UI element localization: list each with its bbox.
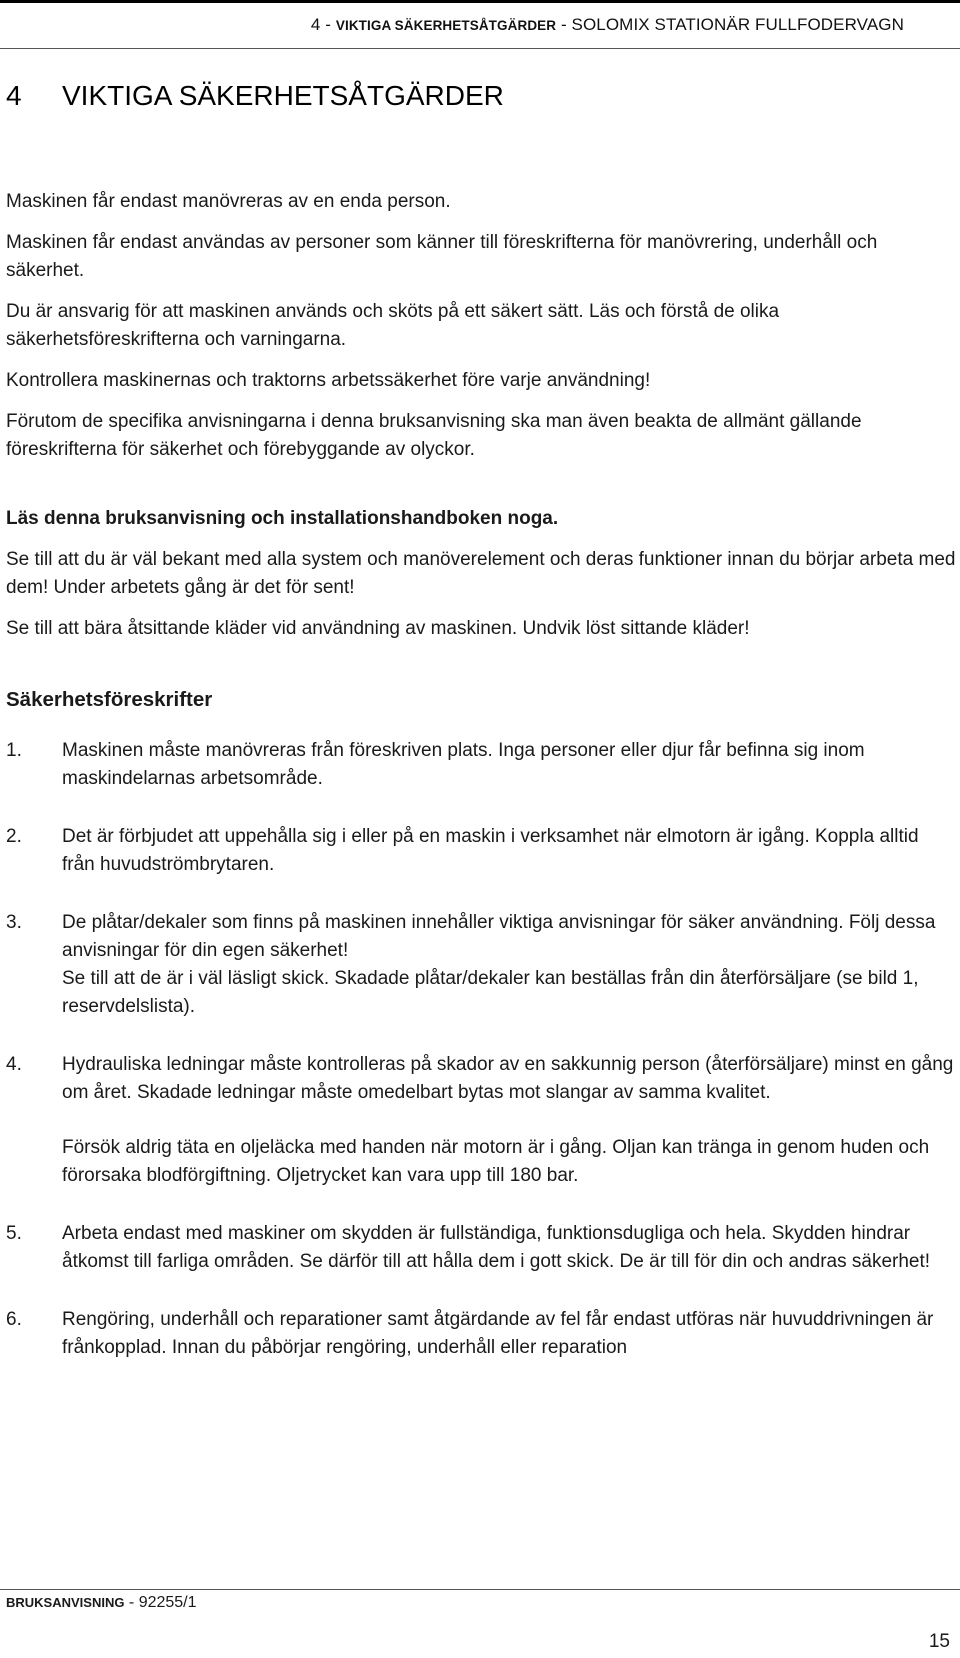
item-text-continued: Se till att de är i väl läsligt skick. Skadade plåtar/dekaler kan beställas från din återförsäljare (se bild 1, reservdelslista). bbox=[62, 968, 919, 1017]
item-number: 1. bbox=[6, 740, 22, 761]
item-number: 2. bbox=[6, 826, 22, 847]
title-text: VIKTIGA SÄKERHETSÅTGÄRDER bbox=[62, 80, 504, 111]
intro-paragraph: Du är ansvarig för att maskinen används och sköts på ett säkert sätt. Läs och förstå de olika säkerhetsföreskrifterna och varningarna. bbox=[6, 301, 780, 350]
body-content bbox=[6, 188, 956, 1392]
footer-manual-ref bbox=[6, 1594, 197, 1612]
item-number: 3. bbox=[6, 912, 22, 933]
page-number: 15 bbox=[928, 1631, 950, 1652]
item-number: 4. bbox=[6, 1054, 22, 1075]
intro-paragraph: Maskinen får endast användas av personer som känner till föreskrifterna för manövrering, underhåll och säkerhet. bbox=[6, 232, 878, 281]
list-item bbox=[6, 823, 956, 879]
list-item bbox=[6, 1306, 956, 1362]
item-subparagraph: Försök aldrig täta en oljeläcka med handen när motorn är i gång. Oljan kan tränga in genom huden och förorsaka blodförgiftning. Oljetrycket kan vara upp till 180 bar. bbox=[62, 1137, 930, 1186]
title-number: 4 bbox=[6, 80, 22, 111]
item-text: Hydrauliska ledningar måste kontrolleras på skador av en sakkunnig person (återförsäljare) minst en gång om året. Skadade ledningar måste omedelbart bytas mot slangar av samma kvalitet. bbox=[62, 1054, 954, 1103]
top-rule bbox=[0, 0, 960, 3]
read-notice: Läs denna bruksanvisning och installationshandboken noga. bbox=[6, 508, 559, 529]
list-item bbox=[6, 1051, 956, 1190]
safety-list bbox=[6, 737, 956, 1362]
note-paragraph: Se till att bära åtsittande kläder vid användning av maskinen. Undvik löst sittande kläder! bbox=[6, 618, 750, 639]
item-text: Maskinen måste manövreras från föreskriven plats. Inga personer eller djur får befinna sig inom maskindelarnas arbetsområde. bbox=[62, 740, 865, 789]
header-separator: - bbox=[556, 15, 572, 34]
list-item bbox=[6, 909, 956, 1021]
note-paragraph: Se till att du är väl bekant med alla system och manöverelement och deras funktioner innan du börjar arbeta med dem! Under arbetets gång är det för sent! bbox=[6, 549, 956, 598]
list-item bbox=[6, 1220, 956, 1276]
item-text: Det är förbjudet att uppehålla sig i eller på en maskin i verksamhet när elmotorn är igång. Koppla alltid från huvudströmbrytaren. bbox=[62, 826, 919, 875]
item-text: Arbeta endast med maskiner om skydden är fullständiga, funktionsdugliga och hela. Skydden hindrar åtkomst till farliga områden. Se därför till att hålla dem i gott skick. De är till för din och andras säkerhet! bbox=[62, 1223, 931, 1272]
intro-paragraph: Maskinen får endast manövreras av en enda person. bbox=[6, 191, 451, 212]
header-chapter-num: 4 bbox=[310, 15, 321, 34]
intro-paragraph: Förutom de specifika anvisningarna i denna bruksanvisning ska man även beakta de allmänt gällande föreskrifterna för säkerhet och förebyggande av olyckor. bbox=[6, 411, 862, 460]
running-header bbox=[311, 15, 904, 35]
item-number: 6. bbox=[6, 1309, 22, 1330]
page-title bbox=[6, 80, 504, 112]
footer-rule bbox=[0, 1589, 960, 1590]
item-text: De plåtar/dekaler som finns på maskinen innehåller viktiga anvisningar för säker användning. Följ dessa anvisningar för din egen säkerhet! bbox=[62, 912, 936, 961]
intro-paragraph: Kontrollera maskinernas och traktorns arbetssäkerhet före varje användning! bbox=[6, 370, 651, 391]
item-number: 5. bbox=[6, 1223, 22, 1244]
footer-manual-label: BRUKSANVISNING bbox=[6, 1595, 125, 1610]
footer-code: 92255/1 bbox=[138, 1594, 197, 1611]
header-rule bbox=[0, 48, 960, 49]
list-item bbox=[6, 737, 956, 793]
header-separator: - bbox=[320, 15, 336, 34]
section-title: Säkerhetsföreskrifter bbox=[6, 688, 213, 711]
header-product: SOLOMIX STATIONÄR FULLFODERVAGN bbox=[571, 15, 904, 34]
item-text: Rengöring, underhåll och reparationer samt åtgärdande av fel får endast utföras när huvuddrivningen är frånkopplad. Innan du påbörjar rengöring, underhåll eller reparation bbox=[62, 1309, 934, 1358]
footer-separator: - bbox=[124, 1594, 139, 1611]
header-chapter-name: VIKTIGA SÄKERHETSÅTGÄRDER bbox=[335, 18, 557, 33]
